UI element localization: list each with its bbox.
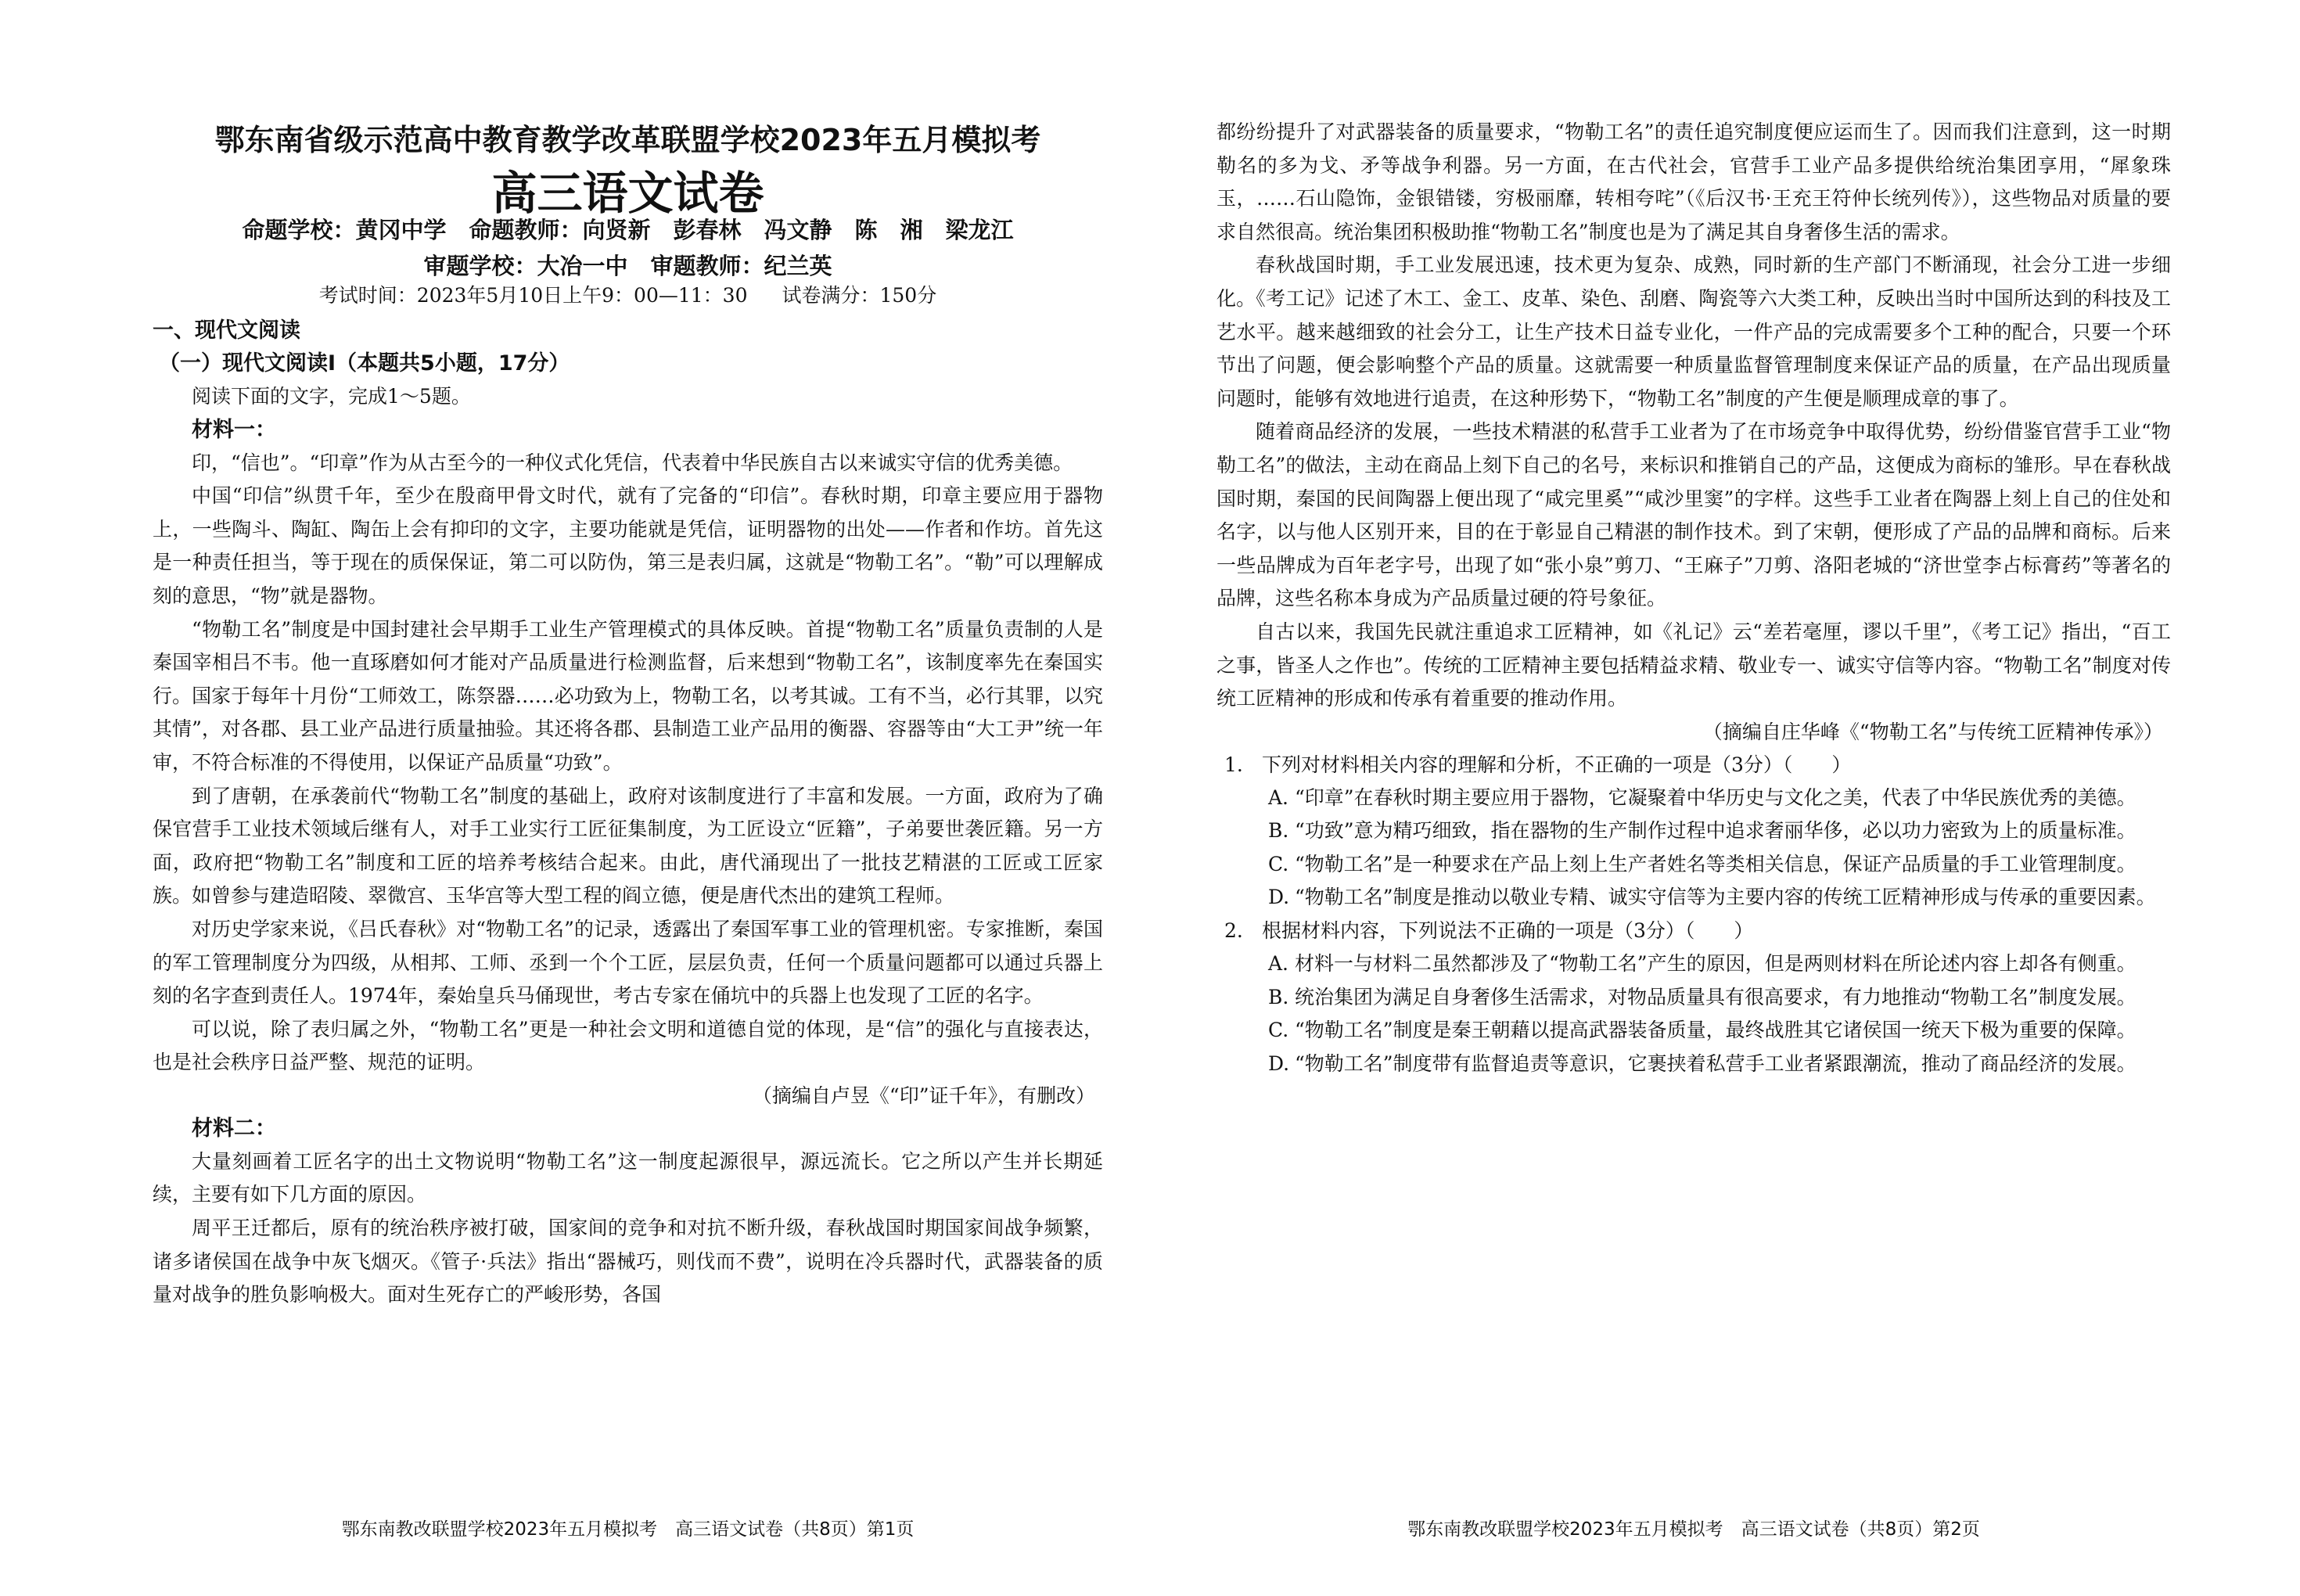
option-text: “印章”在春秋时期主要应用于器物，它凝聚着中华历史与文化之美，代表了中华民族优秀的美德。 — [1295, 785, 2136, 809]
material1-paragraph: “物勒工名”制度是中国封建社会早期手工业生产管理模式的具体反映。首提“物勒工名”质量负责制的人是秦国宰相吕不韦。他一直琢磨如何才能对产品质量进行检测监督，后来想到“物勒工名”，该制度率先在秦国实行。国家于每年十月份“工师效工，陈祭器……必功致为上，物勒工名，以考其诚。工有不当，必行其罪，以究其情”，对各郡、县工业产品进行质量抽验。其还将各郡、县制造工业产品用的衡器、容器等由“大工尹”统一年审，不符合标准的不得使用，以保证产品质量“功致”。 — [153, 617, 1103, 774]
exam-subtitle: 高三语文试卷 — [491, 167, 764, 220]
material1-paragraph: 对历史学家来说，《吕氏春秋》对“物勒工名”的记录，透露出了秦国军事工业的管理机密。专家推断，秦国的军工管理制度分为四级，从相邦、工师、丞到一个个工匠，层层负责，任何一个质量问题都可以通过兵器上刻的名字查到责任人。1974年，秦始皇兵马俑现世，考古专家在俑坑中的兵器上也发现了工匠的名字。 — [153, 917, 1103, 1008]
material1-paragraph: 中国“印信”纵贯千年，至少在殷商甲骨文时代，就有了完备的“印信”。春秋时期，印章主要应用于器物上，一些陶斗、陶缸、陶缶上会有抑印的文字，主要功能就是凭信，证明器物的出处——作者和作坊。首先这是一种责任担当，等于现在的质保保证，第二可以防伪，第三是表归属，这就是“物勒工名”。“勒”可以理解成刻的意思，“物”就是器物。 — [153, 484, 1103, 607]
instruction: 阅读下面的文字，完成1～5题。 — [192, 385, 471, 408]
section-subheading: （一）现代文阅读Ⅰ（本题共5小题，17分） — [159, 351, 570, 376]
option-letter: A. — [1268, 952, 1289, 976]
option-letter: B. — [1268, 819, 1289, 843]
option-letter: B. — [1268, 985, 1289, 1008]
material1-paragraph: 到了唐朝，在承袭前代“物勒工名”制度的基础上，政府对该制度进行了丰富和发展。一方面，政府为了确保官营手工业技术领域后继有人，对手工业实行工匠征集制度，为工匠设立“匠籍”，子弟要世袭匠籍。另一方面，政府把“物勒工名”制度和工匠的培养考核结合起来。由此，唐代涌现出了一批技艺精湛的工匠或工匠家族。如曾参与建造昭陵、翠微宫、玉华宫等大型工程的阎立德，便是唐代杰出的建筑工程师。 — [153, 784, 1103, 908]
material1-paragraph: 可以说，除了表归属之外，“物勒工名”更是一种社会文明和道德自觉的体现，是“信”的强化与直接表达，也是社会秩序日益严整、规范的证明。 — [153, 1017, 1103, 1074]
material2-source: （摘编自庄华峰《“物勒工名”与传统工匠精神传承》） — [1702, 720, 2163, 743]
left-body — [153, 315, 1103, 1312]
page-2 — [1216, 0, 2171, 1596]
exam-title: 鄂东南省级示范高中教育教学改革联盟学校2023年五月模拟考 — [214, 123, 1041, 157]
option-letter: D. — [1268, 886, 1290, 909]
option-text: “物勒工名”制度带有监督追责等意识，它裹挟着私营手工业者紧跟潮流，推动了商品经济的发展。 — [1295, 1051, 2136, 1075]
option-c[interactable] — [1243, 848, 2171, 882]
material2-label: 材料二： — [192, 1116, 276, 1141]
page-footer: 鄂东南教改联盟学校2023年五月模拟考 高三语文试卷（共8页）第1页 — [341, 1519, 915, 1540]
option-a[interactable] — [1243, 947, 2171, 981]
reviewers-line: 审题学校：大冶一中 审题教师：纪兰英 — [423, 253, 832, 279]
option-text: “物勒工名”是一种要求在产品上刻上生产者姓名等类相关信息，保证产品质量的手工业管理制度。 — [1295, 852, 2136, 875]
right-body — [1216, 116, 2171, 1080]
option-b[interactable] — [1243, 814, 2171, 848]
question-number: 2. — [1224, 919, 1243, 943]
question-number: 1. — [1224, 753, 1243, 776]
question-text: 下列对材料相关内容的理解和分析，不正确的一项是（3分）（ ） — [1262, 753, 1852, 776]
material2-paragraph: 大量刻画着工匠名字的出土文物说明“物勒工名”这一制度起源很早，源远流长。它之所以产生并长期延续，主要有如下几方面的原因。 — [153, 1149, 1103, 1206]
full-score: 试卷满分：150分 — [782, 284, 937, 307]
material1-paragraph: 印，“信也”。“印章”作为从古至今的一种仪式化凭信，代表着中华民族自古以来诚实守信的优秀美德。 — [192, 451, 1073, 474]
exam-info — [153, 280, 1103, 308]
material2-paragraph: 春秋战国时期，手工业发展迅速，技术更为复杂、成熟，同时新的生产部门不断涌现，社会分工进一步细化。《考工记》记述了木工、金工、皮革、染色、刮磨、陶瓷等六大类工种，反映出当时中国所达到的科技及工艺水平。越来越细致的社会分工，让生产技术日益专业化，一件产品的完成需要多个工种的配合，只要一个环节出了问题，便会影响整个产品的质量。这就需要一种质量监督管理制度来保证产品的质量，在产品出现质量问题时，能够有效地进行追责，在这种形势下，“物勒工名”制度的产生便是顺理成章的事了。 — [1216, 253, 2171, 410]
section-heading: 一、现代文阅读 — [153, 318, 300, 343]
option-letter: D. — [1268, 1051, 1290, 1075]
option-text: “功致”意为精巧细致，指在器物的生产制作过程中追求奢丽华侈，必以功力密致为上的质量标准。 — [1295, 819, 2136, 843]
question-2-stem — [1216, 915, 2171, 947]
question-1-stem — [1216, 749, 2171, 782]
material2-paragraph: 周平王迁都后，原有的统治秩序被打破，国家间的竞争和对抗不断升级，春秋战国时期国家间战争频繁，诸多诸侯国在战争中灰飞烟灭。《管子·兵法》指出“器械巧，则伐而不费”，说明在冷兵器时代，武器装备的质量对战争的胜负影响极大。面对生死存亡的严峻形势，各国 — [153, 1217, 1103, 1307]
page-footer: 鄂东南教改联盟学校2023年五月模拟考 高三语文试卷（共8页）第2页 — [1407, 1519, 1980, 1540]
material1-source: （摘编自卢昱《“印”证千年》，有删改） — [752, 1084, 1095, 1107]
option-c[interactable] — [1243, 1014, 2171, 1048]
option-letter: A. — [1268, 785, 1289, 809]
material2-continuation: 都纷纷提升了对武器装备的质量要求，“物勒工名”的责任追究制度便应运而生了。因而我们注意到，这一时期勒名的多为戈、矛等战争利器。另一方面，在古代社会，官营手工业产品多提供给统治集团享用，“犀象珠玉，……石山隐饰，金银错镂，穷极丽靡，转相夸咤”（《后汉书·王充王符仲长统列传》），这些物品对质量的要求自然很高。统治集团积极助推“物勒工名”制度也是为了满足其自身奢侈生活的需求。 — [1216, 120, 2171, 243]
option-text: 统治集团为满足自身奢侈生活需求，对物品质量具有很高要求，有力地推动“物勒工名”制度发展。 — [1295, 985, 2136, 1008]
material1-label: 材料一： — [192, 417, 276, 442]
exam-time: 考试时间：2023年5月10日上午9：00—11：30 — [318, 284, 748, 307]
material2-paragraph: 自古以来，我国先民就注重追求工匠精神，如《礼记》云“差若毫厘，谬以千里”，《考工记》指出，“百工之事，皆圣人之作也”。传统的工匠精神主要包括精益求精、敬业专一、诚实守信等内容。“物勒工名”制度对传统工匠精神的形成和传承有着重要的推动作用。 — [1216, 620, 2171, 710]
page-1 — [153, 0, 1103, 1596]
option-d[interactable] — [1243, 1048, 2171, 1081]
option-text: “物勒工名”制度是推动以敬业专精、诚实守信等为主要内容的传统工匠精神形成与传承的重要因素。 — [1295, 886, 2156, 909]
option-a[interactable] — [1243, 782, 2171, 815]
option-d[interactable] — [1243, 881, 2171, 915]
material2-paragraph: 随着商品经济的发展，一些技术精湛的私营手工业者为了在市场竞争中取得优势，纷纷借鉴官营手工业“物勒工名”的做法，主动在商品上刻下自己的名号，来标识和推销自己的产品，这便成为商标的雏形。早在春秋战国时期，秦国的民间陶器上便出现了“咸完里奚”“咸沙里窦”的字样。这些手工业者在陶器上刻上自己的住处和名字，以与他人区别开来，目的在于彰显自己精湛的制作技术。到了宋朝，便形成了产品的品牌和商标。后来一些品牌成为百年老字号，出现了如“张小泉”剪刀、“王麻子”刀剪、洛阳老城的“济世堂李占标膏药”等著名的品牌，这些名称本身成为产品质量过硬的符号象征。 — [1216, 420, 2171, 610]
question-text: 根据材料内容，下列说法不正确的一项是（3分）（ ） — [1262, 919, 1754, 943]
option-text: 材料一与材料二虽然都涉及了“物勒工名”产生的原因，但是两则材料在所论述内容上却各有侧重。 — [1295, 952, 2136, 976]
option-b[interactable] — [1243, 981, 2171, 1015]
option-text: “物勒工名”制度是秦王朝藉以提高武器装备质量，最终战胜其它诸侯国一统天下极为重要的保障。 — [1295, 1019, 2136, 1042]
option-letter: C. — [1268, 852, 1289, 875]
option-letter: C. — [1268, 1019, 1289, 1042]
authors-line: 命题学校：黄冈中学 命题教师：向贤新 彭春林 冯文静 陈 湘 梁龙江 — [242, 217, 1014, 243]
